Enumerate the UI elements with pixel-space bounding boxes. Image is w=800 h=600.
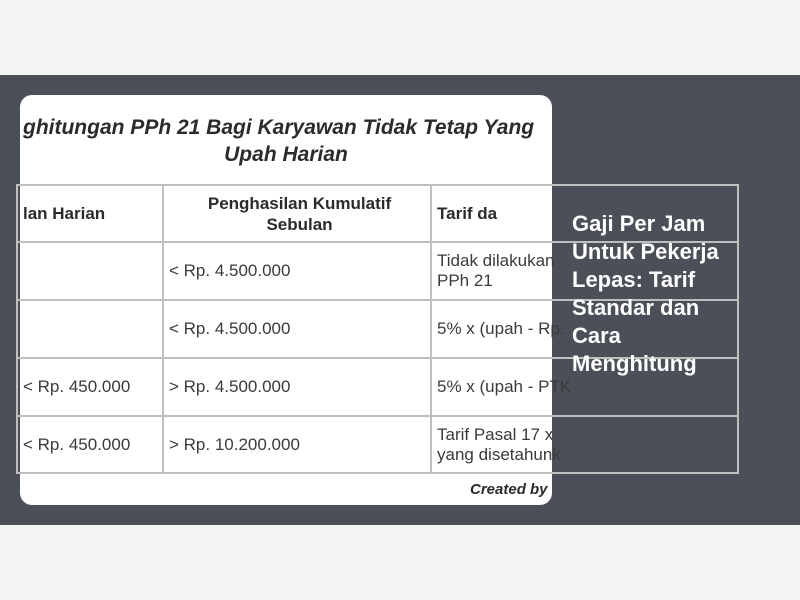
table-cell: Tidak dilakukan PPh 21 <box>431 242 738 300</box>
hero-banner <box>0 75 800 525</box>
table-cell <box>17 242 163 300</box>
table-cell <box>17 300 163 358</box>
table-cell: > Rp. 10.200.000 <box>163 416 431 473</box>
table-cell: < Rp. 4.500.000 <box>163 242 431 300</box>
article-title: Gaji Per Jam Untuk Pekerja Lepas: Tarif Standar dan Cara Menghitung <box>572 211 719 376</box>
table-cell: < Rp. 450.000 <box>17 416 163 473</box>
table-header-cell: Penghasilan Kumulatif Sebulan <box>163 185 431 242</box>
table-cell: < Rp. 450.000 <box>17 358 163 416</box>
table-cell: Tarif Pasal 17 x yang disetahunk <box>431 416 738 473</box>
image-credit: Created by <box>470 481 548 498</box>
table-header-cell: Tarif da <box>431 185 738 242</box>
table-cell: 5% x (upah - Rp. <box>431 300 738 358</box>
table-cell: < Rp. 4.500.000 <box>163 300 431 358</box>
table-row <box>17 416 738 473</box>
table-cell: > Rp. 4.500.000 <box>163 358 431 416</box>
table-header-cell: lan Harian <box>17 185 163 242</box>
table-cell: 5% x (upah - PTK <box>431 358 738 416</box>
image-title-line-2: Upah Harian <box>224 143 348 166</box>
featured-image <box>20 95 572 505</box>
image-title-line-1: ghitungan PPh 21 Bagi Karyawan Tidak Tetap Yang <box>23 116 535 139</box>
